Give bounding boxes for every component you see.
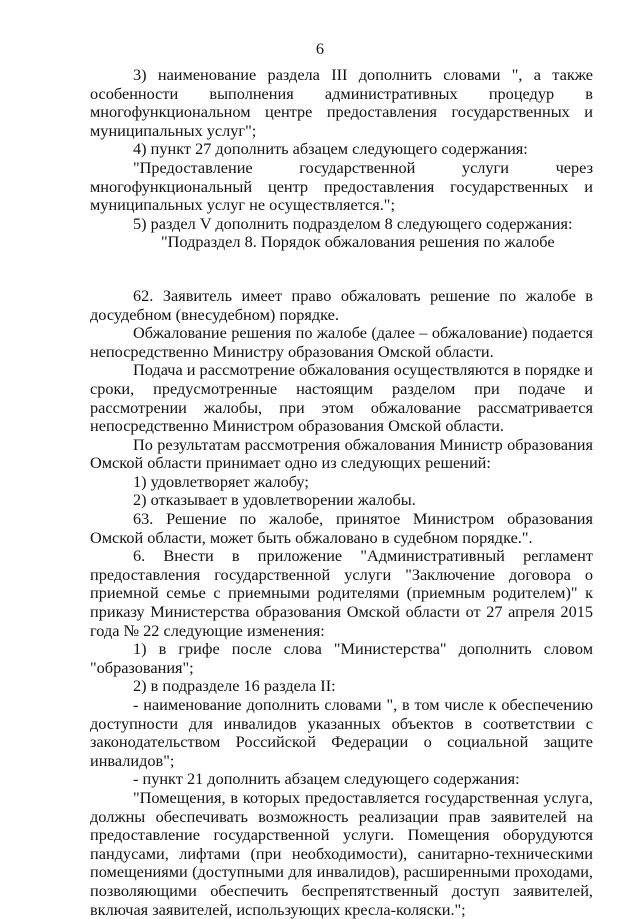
list-item: - пункт 21 дополнить абзацем следующего содержания: — [133, 769, 520, 789]
paragraph: 63. Решение по жалобе, принятое Министром образования Омской области, может быть обжаловано в судебном порядке.". — [90, 509, 593, 547]
paragraph: 3) наименование раздела III дополнить словами ", а также особенности выполнения административных процедур в многофункциональном центре предоставления государственных и муниципальных услуг"; — [90, 65, 593, 140]
list-item: 2) отказывает в удовлетворении жалобы. — [133, 490, 416, 510]
paragraph: Подача и рассмотрение обжалования осуществляются в порядке и сроки, предусмотренные настоящим разделом при подаче и рассмотрении жалобы, при этом обжалование рассматривается непосредственно Министром образования Омской области. — [90, 360, 593, 436]
section-spacer — [90, 252, 593, 287]
document-body — [90, 66, 593, 919]
paragraph: "Помещения, в которых предоставляется государственная услуга, должны обеспечивать возможность реализации прав заявителей на предоставление государственной услуги. Помещения оборудуются пандусами, лифтами (при необходимости), санитарно-техническими помещениями (доступными для инвалидов), расширенными проходами, позволяющими обеспечить беспрепятственный доступ заявителей, включая заявителей, использующих кресла-коляски."; — [90, 787, 593, 919]
paragraph: 62. Заявитель имеет право обжаловать решение по жалобе в досудебном (внесудебном) порядке. — [90, 285, 593, 324]
paragraph: 6. Внести в приложение "Административный регламент предоставления государственной услуги "Заключение договора о приемной семье с приемными родителями (приемным родителем)" к приказу Министерства образования Омской области от 27 апреля 2015 года № 22 следующие изменения: — [90, 546, 593, 640]
paragraph: 4) пункт 27 дополнить абзацем следующего содержания: — [133, 139, 528, 159]
paragraph: 5) раздел V дополнить подразделом 8 следующего содержания: — [133, 213, 573, 233]
list-item: 1) в грифе после слова "Министерства" дополнить словом "образования"; — [90, 639, 593, 677]
page-number: 6 — [315, 39, 325, 58]
list-item: - наименование дополнить словами ", в том числе к обеспечению доступности для инвалидов указанных объектов в соответствии с законодательством Российской Федерации о социальной защите инвалидов"; — [90, 695, 593, 770]
paragraph: "Предоставление государственной услуги через многофункциональный центр предоставления государственных и муниципальных услуг не осуществляется."; — [90, 157, 593, 215]
subsection-title: "Подраздел 8. Порядок обжалования решения по жалобе — [161, 232, 555, 252]
paragraph: По результатам рассмотрения обжалования Министр образования Омской области принимает одно из следующих решений: — [90, 434, 593, 473]
paragraph: Обжалование решения по жалобе (далее – обжалование) подается непосредственно Министру образования Омской области. — [90, 323, 593, 361]
list-item: 1) удовлетворяет жалобу; — [133, 471, 309, 491]
list-item: 2) в подразделе 16 раздела II: — [133, 676, 336, 696]
